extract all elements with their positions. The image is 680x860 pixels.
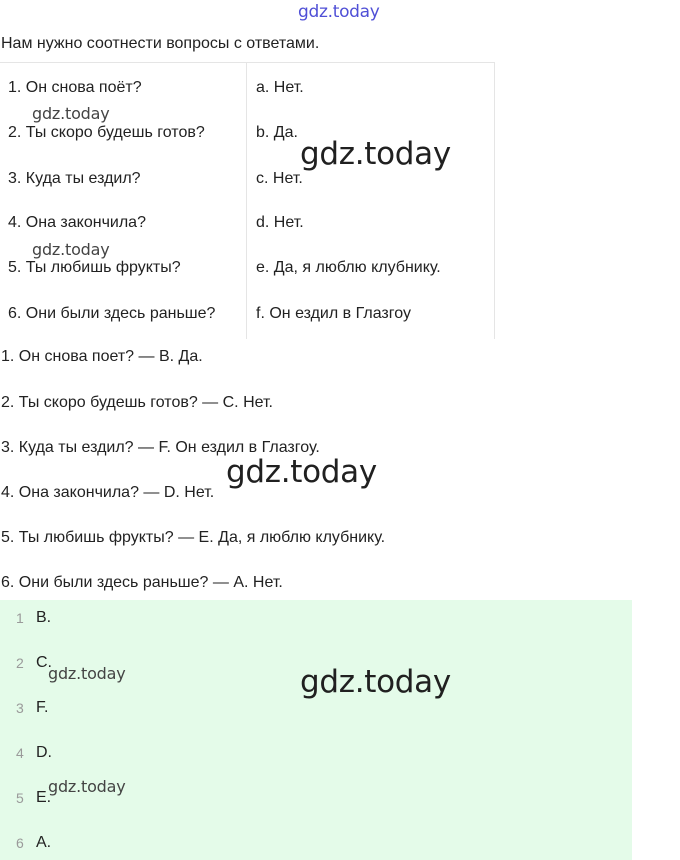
answer-line: 4. Она закончила? — D. Нет. — [1, 484, 215, 501]
answer-cell: c. Нет. — [256, 170, 303, 187]
answer-cell: f. Он ездил в Глазгоу — [256, 305, 411, 322]
question-cell: 1. Он снова поёт? — [8, 79, 142, 96]
answer-number: 3 — [16, 700, 24, 716]
answer-line: 2. Ты скоро будешь готов? — C. Нет. — [1, 394, 273, 411]
short-answer: E. — [36, 789, 52, 806]
watermark: gdz.today — [300, 136, 451, 172]
question-cell: 3. Куда ты ездил? — [8, 170, 141, 187]
watermark: gdz.today — [48, 664, 126, 683]
watermark: gdz.today — [32, 104, 110, 123]
answer-number: 1 — [16, 610, 24, 626]
answer-number: 4 — [16, 745, 24, 761]
answer-cell: a. Нет. — [256, 79, 304, 96]
short-answer: D. — [36, 744, 52, 761]
answer-cell: b. Да. — [256, 124, 298, 141]
question-cell: 6. Они были здесь раньше? — [8, 305, 216, 322]
question-cell: 4. Она закончила? — [8, 214, 146, 231]
answer-line: 3. Куда ты ездил? — F. Он ездил в Глазгоу. — [1, 439, 320, 456]
answer-line: 5. Ты любишь фрукты? — E. Да, я люблю клубнику. — [1, 529, 386, 546]
watermark: gdz.today — [300, 664, 451, 700]
short-answer: C. — [36, 654, 52, 671]
answer-number: 2 — [16, 655, 24, 671]
answer-line: 6. Они были здесь раньше? — A. Нет. — [1, 574, 283, 591]
answer-number: 5 — [16, 790, 24, 806]
answer-cell: d. Нет. — [256, 214, 304, 231]
short-answer: F. — [36, 699, 49, 716]
table-divider — [246, 63, 247, 339]
short-answer: A. — [36, 834, 52, 851]
short-answer: B. — [36, 609, 52, 626]
question-cell: 2. Ты скоро будешь готов? — [8, 124, 205, 141]
watermark-top: gdz.today — [298, 2, 380, 22]
answer-cell: e. Да, я люблю клубнику. — [256, 259, 441, 276]
answer-number: 6 — [16, 835, 24, 851]
intro-text: Нам нужно соотнести вопросы с ответами. — [1, 35, 320, 52]
watermark: gdz.today — [32, 240, 110, 259]
watermark: gdz.today — [48, 777, 126, 796]
short-answers-box — [0, 600, 632, 860]
matching-table — [0, 62, 495, 339]
watermark: gdz.today — [226, 454, 377, 490]
answer-line: 1. Он снова поет? — B. Да. — [1, 348, 203, 365]
question-cell: 5. Ты любишь фрукты? — [8, 259, 181, 276]
